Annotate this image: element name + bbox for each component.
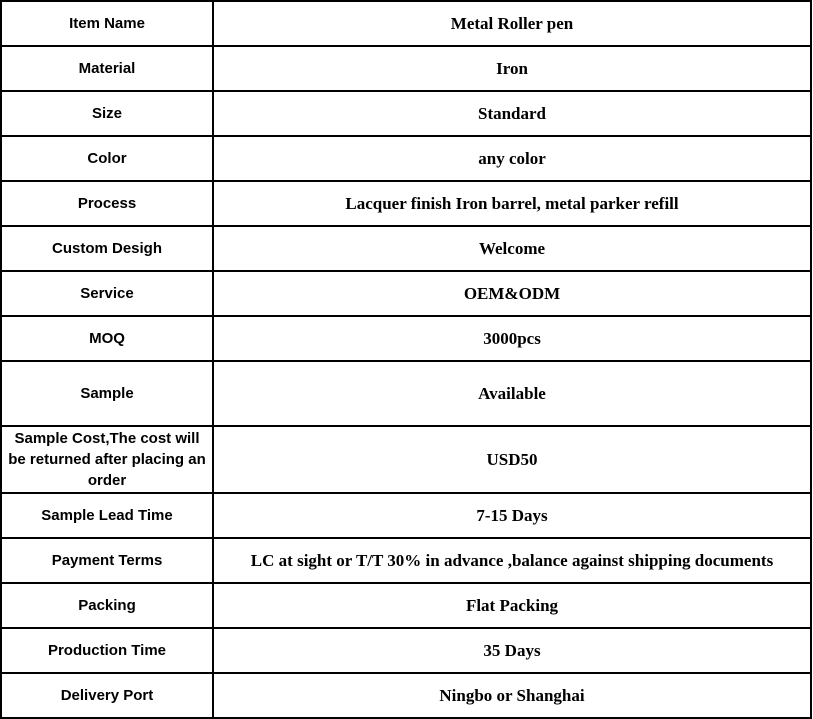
row-value: Iron bbox=[213, 46, 811, 91]
row-value: Available bbox=[213, 361, 811, 426]
row-label: Packing bbox=[1, 583, 213, 628]
row-value: Ningbo or Shanghai bbox=[213, 673, 811, 718]
row-value: Flat Packing bbox=[213, 583, 811, 628]
row-value: 3000pcs bbox=[213, 316, 811, 361]
row-label: Sample Cost,The cost will be returned after placing an order bbox=[1, 426, 213, 493]
row-value: Standard bbox=[213, 91, 811, 136]
table-row bbox=[1, 361, 811, 426]
row-label: MOQ bbox=[1, 316, 213, 361]
row-value: Lacquer finish Iron barrel, metal parker refill bbox=[213, 181, 811, 226]
table-row bbox=[1, 271, 811, 316]
row-value: 35 Days bbox=[213, 628, 811, 673]
row-value: any color bbox=[213, 136, 811, 181]
row-label: Payment Terms bbox=[1, 538, 213, 583]
row-value: OEM&ODM bbox=[213, 271, 811, 316]
row-label: Item Name bbox=[1, 1, 213, 46]
table-row bbox=[1, 136, 811, 181]
table-row bbox=[1, 493, 811, 538]
row-label: Sample bbox=[1, 361, 213, 426]
table-row bbox=[1, 91, 811, 136]
row-value: LC at sight or T/T 30% in advance ,balance against shipping documents bbox=[213, 538, 811, 583]
row-label: Custom Desigh bbox=[1, 226, 213, 271]
row-label: Delivery Port bbox=[1, 673, 213, 718]
table-row bbox=[1, 538, 811, 583]
table-row bbox=[1, 46, 811, 91]
table-row bbox=[1, 673, 811, 718]
row-label: Size bbox=[1, 91, 213, 136]
row-label: Production Time bbox=[1, 628, 213, 673]
row-label: Color bbox=[1, 136, 213, 181]
row-label: Service bbox=[1, 271, 213, 316]
row-value: Metal Roller pen bbox=[213, 1, 811, 46]
row-label: Process bbox=[1, 181, 213, 226]
table-row bbox=[1, 426, 811, 493]
row-value: USD50 bbox=[213, 426, 811, 493]
row-label: Material bbox=[1, 46, 213, 91]
row-label: Sample Lead Time bbox=[1, 493, 213, 538]
table-row bbox=[1, 226, 811, 271]
table-row bbox=[1, 628, 811, 673]
row-value: 7-15 Days bbox=[213, 493, 811, 538]
row-value: Welcome bbox=[213, 226, 811, 271]
table-row bbox=[1, 1, 811, 46]
table-row bbox=[1, 316, 811, 361]
table-row bbox=[1, 181, 811, 226]
table-row bbox=[1, 583, 811, 628]
